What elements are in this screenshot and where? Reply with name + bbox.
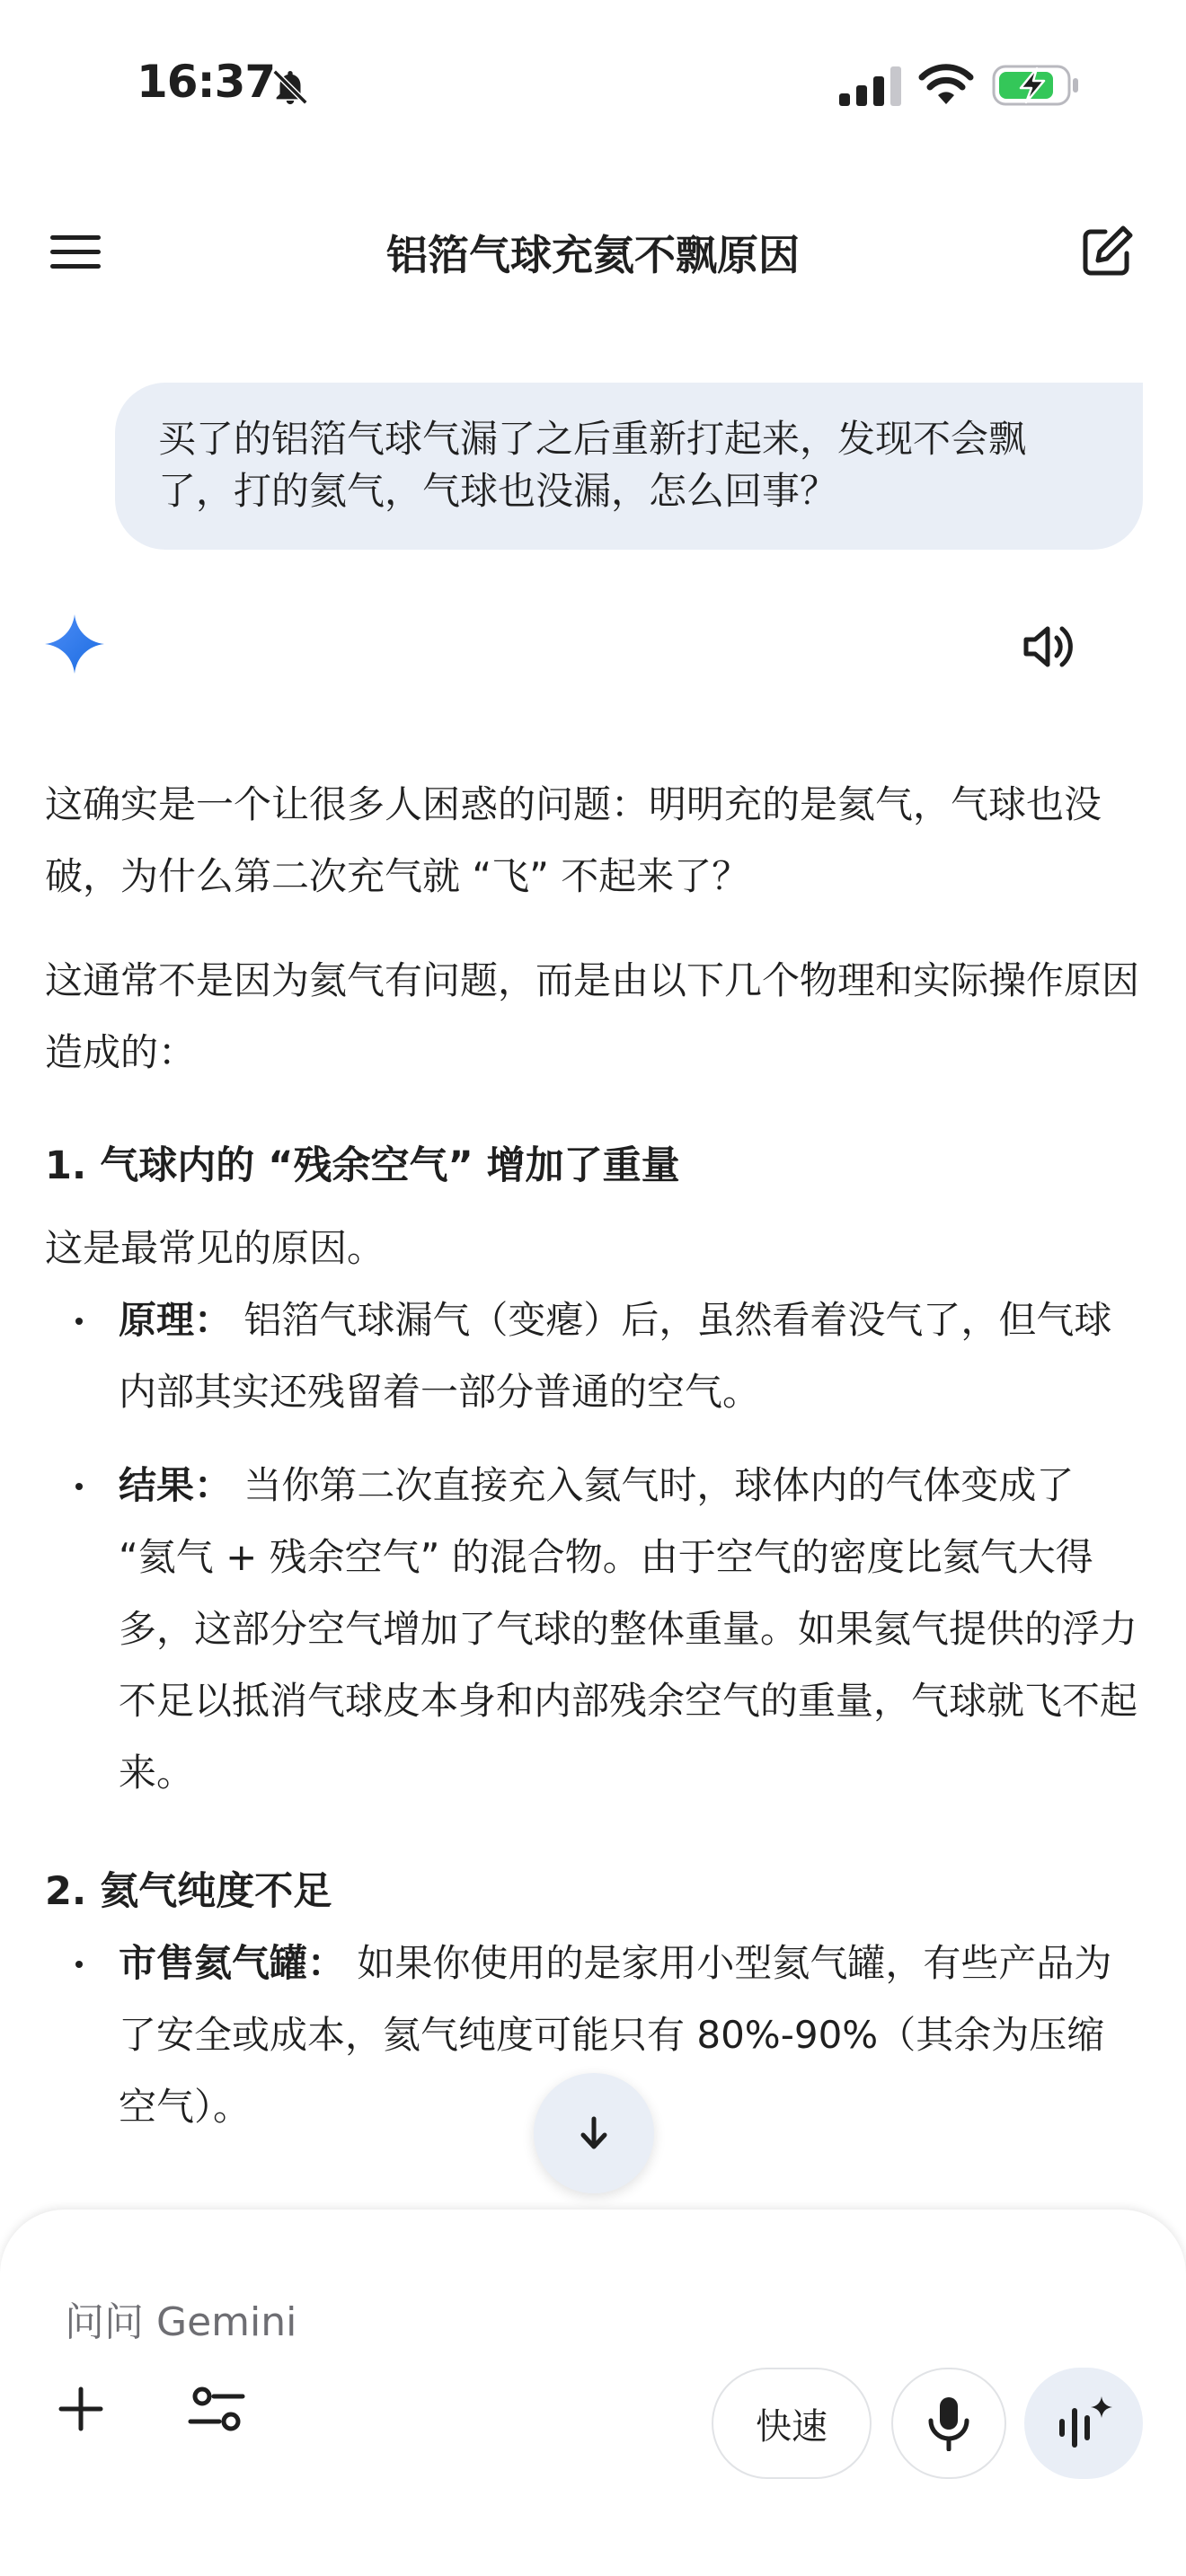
- list-item: [45, 1284, 1141, 1428]
- section-heading: 2. 氦气纯度不足: [45, 1869, 332, 1914]
- bullet-label: 市售氦气罐：: [119, 1941, 346, 1985]
- bullet-label: 原理：: [119, 1298, 233, 1342]
- mic-button[interactable]: [891, 2368, 1006, 2479]
- bullet-label: 结果：: [119, 1463, 233, 1507]
- speaker-icon[interactable]: [1021, 618, 1078, 675]
- response-paragraph: 这确实是一个让很多人困惑的问题：明明充的是氦气，气球也没破，为什么第二次充气就 “飞” 不起来了？: [45, 782, 1102, 898]
- bullet-text: 如果你使用的是家用小型氦气罐，有些产品为了安全或成本，氦气纯度可能只有 80%-90%（其余为压缩空气）。: [119, 1941, 1112, 2129]
- composer: [0, 2210, 1186, 2576]
- tools-icon[interactable]: [187, 2380, 246, 2438]
- signal-icon: [839, 66, 902, 106]
- mic-icon: [925, 2395, 972, 2451]
- live-icon: [1053, 2395, 1114, 2452]
- gemini-response: [45, 769, 1141, 2143]
- section-intro: 这是最常见的原因。: [45, 1226, 385, 1270]
- list-item: [45, 1450, 1141, 1809]
- bullet-text: 铝箔气球漏气（变瘪）后，虽然看着没气了，但气球内部其实还残留着一部分普通的空气。: [119, 1298, 1112, 1414]
- status-time: 16:37: [137, 56, 276, 108]
- gemini-sparkle-icon: [45, 614, 104, 674]
- response-paragraph: 这通常不是因为氦气有问题，而是由以下几个物理和实际操作原因造成的：: [45, 958, 1140, 1074]
- bullet-text: 当你第二次直接充入氦气时，球体内的气体变成了 “氦气 + 残余空气” 的混合物。由于空气的密度比氦气大得多，这部分空气增加了气球的整体重量。如果氦气提供的浮力不足以抵消气球皮本身和内部残余空气的重量，气球就飞不起来。: [119, 1463, 1138, 1795]
- section-heading: 1. 气球内的 “残余空气” 增加了重量: [45, 1143, 680, 1188]
- model-mode-button[interactable]: 快速: [712, 2368, 872, 2479]
- bell-off-icon: [270, 66, 311, 108]
- arrow-down-icon: [574, 2113, 614, 2153]
- user-message-bubble: 买了的铝箔气球气漏了之后重新打起来，发现不会飘了，打的氦气，气球也没漏，怎么回事？: [115, 383, 1143, 550]
- wifi-icon: [918, 63, 974, 108]
- scroll-down-button[interactable]: [534, 2073, 654, 2193]
- battery-charging-icon: [992, 63, 1080, 108]
- live-button[interactable]: [1024, 2368, 1143, 2479]
- prompt-input[interactable]: [65, 2290, 1107, 2353]
- bullet-list: [45, 1284, 1141, 1809]
- page-title: 铝箔气球充氦不飘原因: [386, 231, 800, 279]
- plus-icon[interactable]: [52, 2380, 110, 2438]
- edit-icon[interactable]: [1078, 223, 1136, 280]
